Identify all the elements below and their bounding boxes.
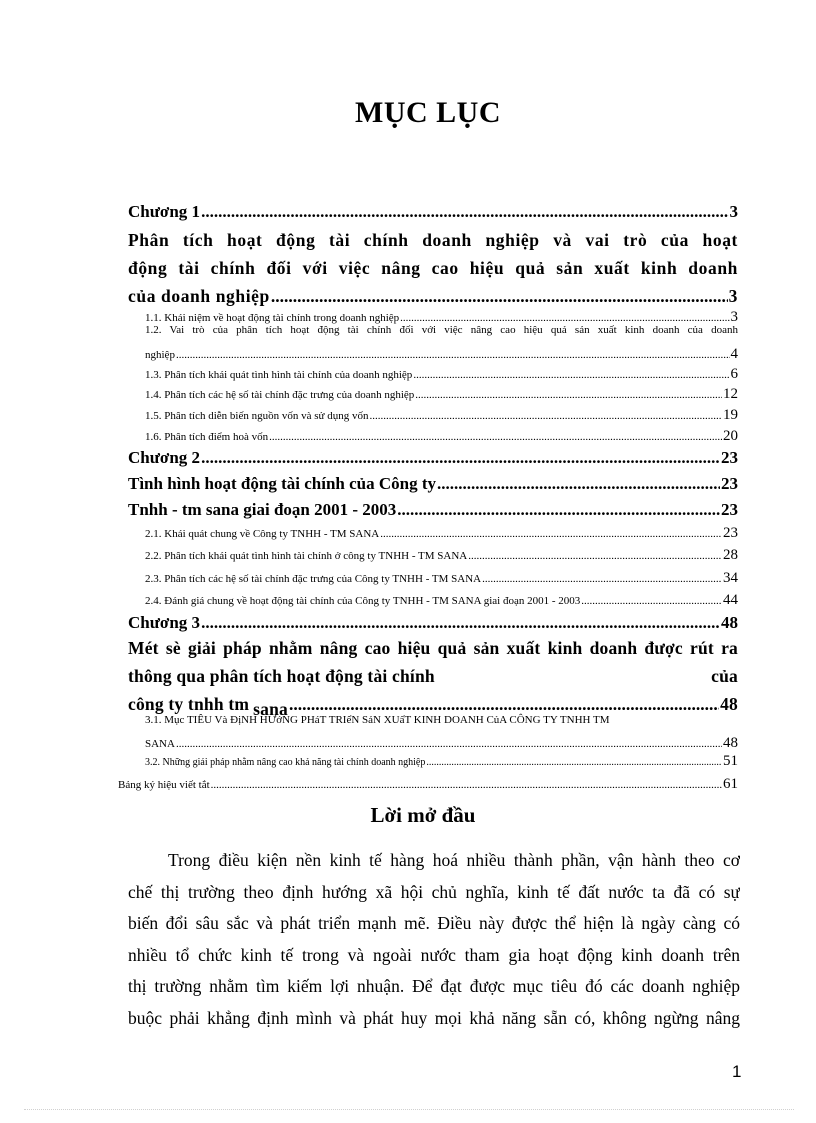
toc-entry-chapter-2-subtitle[interactable]: Tnhh - tm sana giai đoạn 2001 - 2003 ..... 23	[128, 500, 738, 520]
toc-entry-1-4[interactable]: 1.4. Phân tích các hệ số tài chính đặc trưng của doanh nghiệp ..... 12	[145, 386, 738, 403]
toc-entry-1-1[interactable]: 1.1. Khái niệm về hoạt động tài chính trong doanh nghiệp ..... 3	[145, 309, 738, 326]
toc-entry-chapter-3-title[interactable]: Mét sè giải pháp nhằm nâng cao hiệu quả sản xuất kinh doanh được rút ra thông qua phân tích hoạt động tài chính của công ty tnhh tm sana ..... 48	[128, 634, 738, 718]
toc-entry-chapter-2-title[interactable]: Tình hình hoạt động tài chính của Công ty ..... 23	[128, 474, 738, 494]
toc-entry-3-2[interactable]: 3.2. Những giải pháp nhằm nâng cao khả năng tài chính doanh nghiệp ..... 51	[145, 753, 738, 770]
paragraph-line: buộc phải khẳng định mình và phát huy mọi khả năng sẵn có, không ngừng nâng	[128, 1007, 740, 1028]
toc-entry-chapter-3[interactable]: Chương 3 ..... 48	[128, 613, 738, 633]
toc-entry-1-6[interactable]: 1.6. Phân tích điểm hoà vốn ..... 20	[145, 428, 738, 445]
toc-entry-2-2[interactable]: 2.2. Phân tích khái quát tình hình tài chính ở công ty TNHH - TM SANA ..... 28	[145, 547, 738, 564]
toc-entry-2-3[interactable]: 2.3. Phân tích các hệ số tài chính đặc trưng của Công ty TNHH - TM SANA ..... 34	[145, 570, 738, 587]
toc-entry-2-4[interactable]: 2.4. Đánh giá chung về hoạt động tài chính của Công ty TNHH - TM SANA giai đoạn 2001 - 2003 ..... 44	[145, 592, 738, 609]
paragraph-line: nhiều tổ chức kinh tế trong và ngoài nước tham gia hoạt động kinh doanh trên	[128, 944, 740, 965]
toc-entry-abbreviations[interactable]: Bảng ký hiệu viết tắt ..... 61	[118, 776, 738, 793]
paragraph-line: Trong điều kiện nền kinh tế hàng hoá nhiều thành phần, vận hành theo cơ	[168, 850, 740, 870]
paragraph-line: biến đổi sâu sắc và phát triển mạnh mẽ. Điều này được thể hiện là ngày càng có	[128, 913, 740, 933]
toc-entry-2-1[interactable]: 2.1. Khái quát chung về Công ty TNHH - TM SANA ..... 23	[145, 525, 738, 542]
toc-entry-chapter-1-title[interactable]: Phân tích hoạt động tài chính doanh nghiệp và vai trò của hoạt động tài chính đối với việc nâng cao hiệu quả sản xuất kinh doanh của doanh nghiệp ..... 3	[128, 226, 738, 310]
page-bottom-divider	[24, 1109, 794, 1110]
intro-paragraph	[128, 845, 740, 1034]
toc-entry-chapter-2[interactable]: Chương 2 ..... 23	[128, 448, 738, 468]
toc-entry-1-3[interactable]: 1.3. Phân tích khái quát tình hình tài chính của doanh nghiệp ..... 6	[145, 366, 738, 383]
intro-heading: Lời mở đầu	[370, 803, 476, 827]
page-number: 1	[732, 1062, 742, 1081]
toc-title: MỤC LỤC	[355, 96, 501, 129]
toc-entry-chapter-1[interactable]: Chương 1 ..... 3	[128, 202, 738, 222]
paragraph-line: chế thị trường theo định hướng xã hội chủ nghĩa, kinh tế đất nước ta đã có sự	[128, 881, 740, 902]
toc-entry-3-1[interactable]: 3.1. Mục TIÊU Và ĐịNH HƯớNG PHáT TRIểN SảN XUấT KINH DOANH CủA CÔNG TY TNHH TM SANA ..... 48	[145, 709, 738, 753]
toc-entry-1-2[interactable]: 1.2. Vai trò của phân tích hoạt động tài chính đối với việc nâng cao hiệu quả sản xuất kinh doanh của doanh nghiệp ..... 4	[145, 318, 738, 366]
paragraph-line: thị trường nhằm tìm kiếm lợi nhuận. Để đạt được mục tiêu đó các doanh nghiệp	[128, 976, 740, 996]
toc-entry-1-5[interactable]: 1.5. Phân tích diễn biến nguồn vốn và sử dụng vốn ..... 19	[145, 407, 738, 424]
